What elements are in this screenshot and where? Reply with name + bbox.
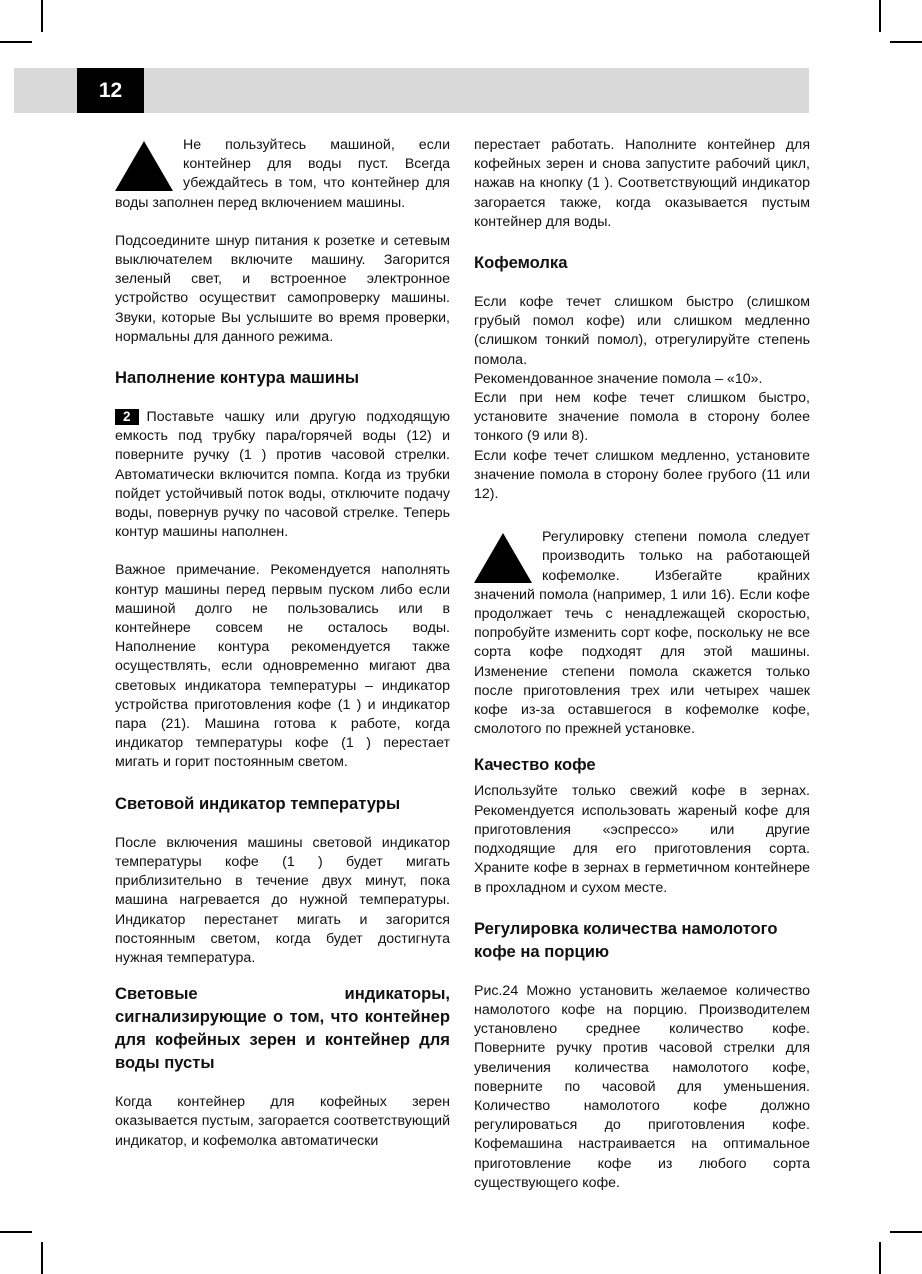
- fill-paragraph-text: Поставьте чашку или другую подходящую емкость под трубку пара/горячей воды (12) и поверните ручку (1 ) против часовой стрелки. Автоматически включится помпа. Когда из трубки пойдет устойчивый поток воды, отключите подачу воды, повернув ручку по часовой стрелке. Теперь контур машины наполнен.: [115, 409, 450, 541]
- fill-paragraph: [115, 408, 450, 542]
- crop-mark: [41, 1242, 43, 1274]
- heading-temperature-indicator: Световой индикатор температуры: [115, 793, 401, 813]
- warning-block: [115, 136, 450, 213]
- page-number: 12: [77, 68, 144, 113]
- heading-coffee-quality: Качество кофе: [474, 755, 596, 775]
- signal-paragraph: Когда контейнер для кофейных зерен оказывается пустым, загорается соответствующий индикатор, и кофемолка автоматически: [115, 1094, 450, 1149]
- continued-paragraph: перестает работать. Наполните контейнер для кофейных зерен и снова запустите рабочий цикл, нажав на кнопку (1 ). Соответствующий индикатор загорается также, когда оказывается пустым контейнер для воды.: [474, 137, 810, 230]
- left-column: [115, 136, 450, 1151]
- warning-grinder-text: Регулировку степени помола следует производить только на работающей кофемолке. Избегайте крайних значений помола (например, 1 или 16). Если кофе продолжает течь с ненадлежащей скоростью, попробуйте изменить сорт кофе, поскольку не все сорта кофе подходят для этой машины. Изменение степени помола скажется только после приготовления трех или четырех чашек кофе из-за оставшегося в кофемолке кофе, смолотого по прежней установке.: [474, 529, 810, 738]
- heading-grinder: Кофемолка: [474, 253, 568, 273]
- crop-mark: [41, 0, 43, 32]
- grinder-paragraph-1: Если кофе течет слишком быстро (слишком грубый помол кофе) или слишком медленно (слишком тонкий помол), отрегулируйте степень помола.: [474, 294, 810, 368]
- crop-mark: [890, 41, 922, 43]
- warning-triangle-icon: [474, 533, 532, 583]
- warning-text: Не пользуйтесь машиной, если контейнер для воды пуст. Всегда убеждайтесь в том, что контейнер для воды заполнен перед включением машины.: [115, 137, 450, 211]
- warning-triangle-icon: [115, 141, 173, 191]
- right-column: [474, 136, 810, 1193]
- figure-number-badge: 2: [115, 409, 139, 425]
- crop-mark: [0, 1231, 32, 1233]
- crop-mark: [879, 0, 881, 32]
- quality-paragraph: Используйте только свежий кофе в зернах. Рекомендуется использовать жареный кофе для приготовления «эспрессо» или другие подходящие для его приготовления сорта. Храните кофе в зернах в герметичном контейнере в прохладном и сухом месте.: [474, 783, 810, 896]
- temperature-paragraph: После включения машины световой индикатор температуры кофе (1 ) будет мигать приблизительно в течение двух минут, пока машина нагревается до нужной температуры. Индикатор перестанет мигать и загорится постоянным светом, когда будет достигнута нужная температура.: [115, 834, 450, 966]
- heading-empty-containers: Световые индикаторы, сигнализирующие о том, что контейнер для кофейных зерен и контейнер для воды пусты: [115, 984, 450, 1073]
- warning-block-grinder: [474, 528, 810, 739]
- amount-paragraph: Рис.24 Можно установить желаемое количество намолотого кофе на порцию. Производителем установлено среднее количество кофе. Поверните ручку против часовой стрелки для увеличения количества намолотого кофе, поверните по часовой для уменьшения. Количество намолотого кофе должно регулироваться до приготовления кофе. Кофемашина настраивается на оптимальное приготовление кофе из любого сорта существующего кофе.: [474, 982, 810, 1191]
- crop-mark: [890, 1231, 922, 1233]
- grinder-paragraph-3: Если при нем кофе течет слишком быстро, установите значение помола в сторону более тонкого (9 или 8).: [474, 390, 810, 445]
- crop-mark: [879, 1242, 881, 1274]
- grinder-paragraph-4: Если кофе течет слишком медленно, установите значение помола в сторону более грубого (11 или 12).: [474, 447, 810, 503]
- crop-mark: [0, 41, 32, 43]
- heading-ground-amount: Регулировка количества намолотого кофе на порцию: [474, 918, 778, 961]
- note-paragraph: Важное примечание. Рекомендуется наполнять контур машины перед первым пуском либо если машиной долго не пользовались или в контейнере совсем не осталось воды. Наполнение контура рекомендуется также осуществлять, если одновременно мигают два световых индикатора температуры – индикатор устройства приготовления кофе (1 ) и индикатор пара (21). Машина готова к работе, когда индикатор температуры кофе (1 ) перестает мигать и горит постоянным светом.: [115, 562, 450, 771]
- heading-fill-circuit: Наполнение контура машины: [115, 368, 360, 388]
- grinder-paragraph-2: Рекомендованное значение помола – «10».: [474, 370, 763, 387]
- power-paragraph: Подсоедините шнур питания к розетке и сетевым выключателем включите машину. Загорится зеленый свет, и встроенное электронное устройство осуществит самопроверку машины. Звуки, которые Вы услышите во время проверки, нормальны для данного режима.: [115, 232, 450, 345]
